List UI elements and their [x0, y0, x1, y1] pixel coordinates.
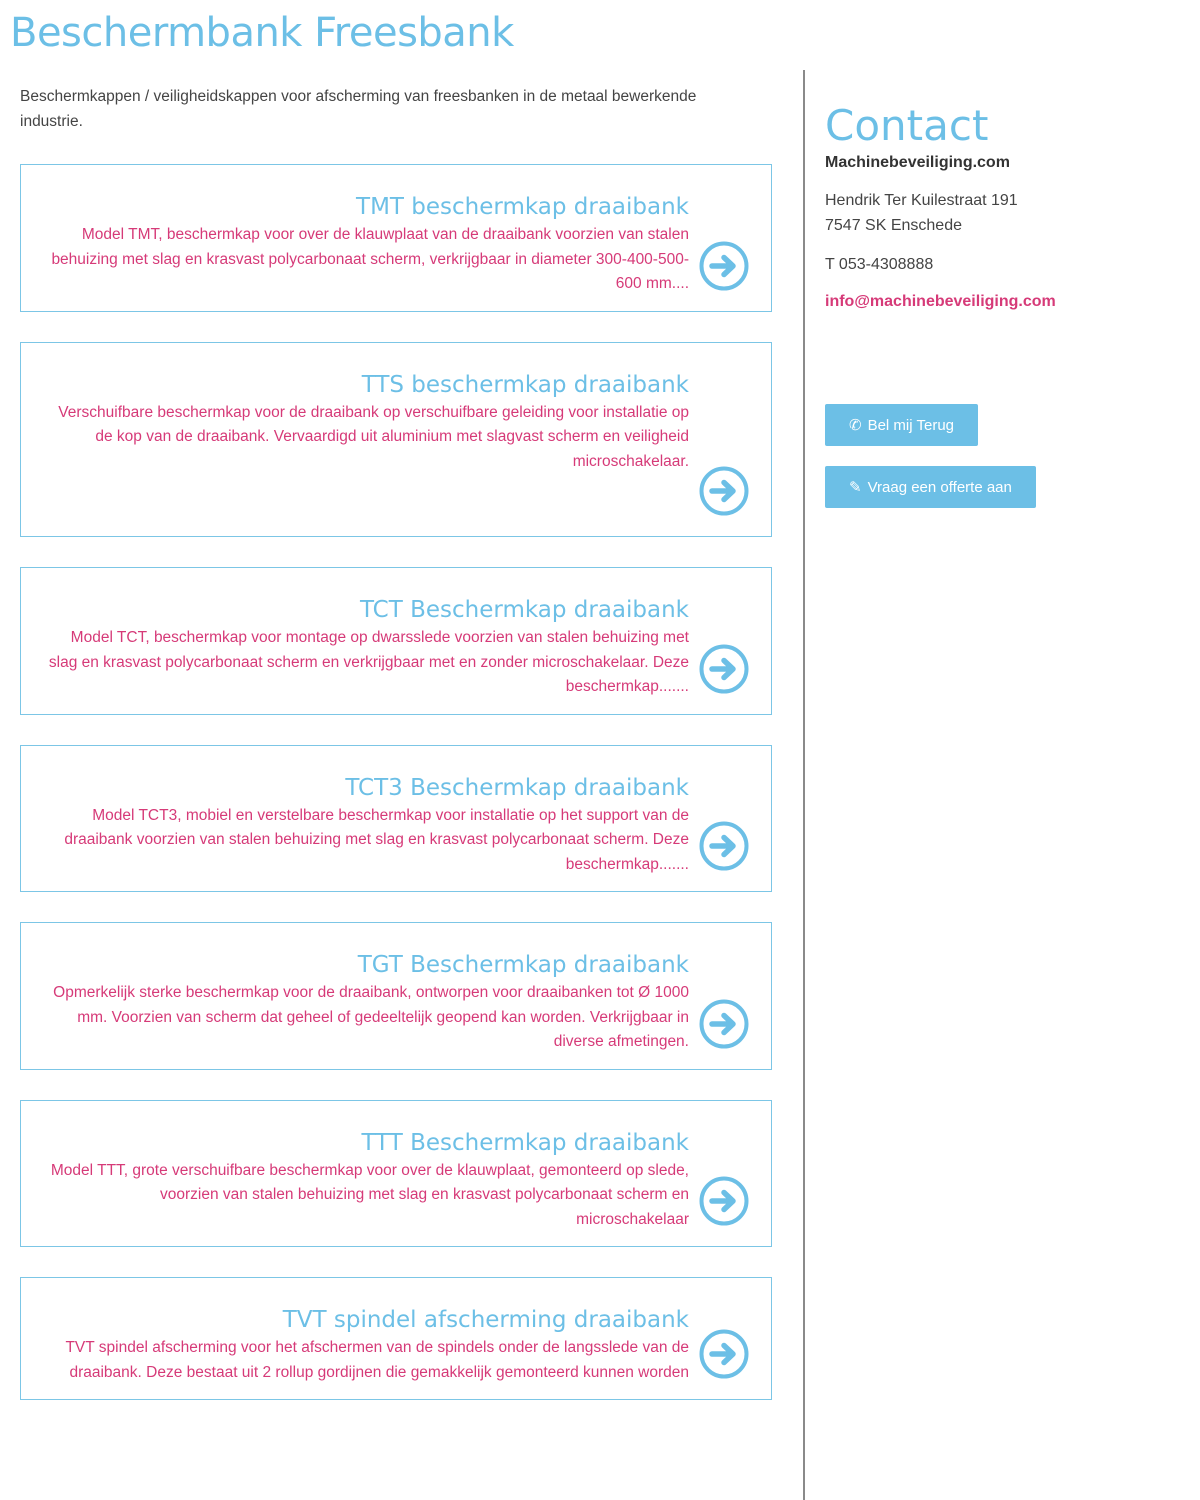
product-title[interactable]: TCT3 Beschermkap draaibank — [345, 774, 689, 801]
phone-icon: ✆ — [849, 416, 862, 434]
arrow-right-circle-icon[interactable] — [699, 821, 749, 871]
product-title[interactable]: TTS beschermkap draaibank — [361, 371, 689, 398]
arrow-right-circle-icon[interactable] — [699, 644, 749, 694]
address-street: Hendrik Ter Kuilestraat 191 — [825, 192, 1018, 209]
product-card-tct[interactable] — [20, 567, 772, 715]
product-card-tmt[interactable] — [20, 164, 772, 312]
request-quote-label: Vraag een offerte aan — [867, 478, 1012, 496]
product-description: TVT spindel afscherming voor het afschermen van de spindels onder de langsslede van de draaibank. Deze bestaat uit 2 rollup gordijnen die gemakkelijk gemonteerd kunnen worden — [65, 1339, 689, 1381]
product-description: Model TMT, beschermkap voor over de klauwplaat van de draaibank voorzien van stalen behuizing met slag en krasvast polycarbonaat scherm, verkrijgbaar in diameter 300-400-500-600 mm.... — [51, 226, 689, 292]
arrow-right-circle-icon[interactable] — [699, 999, 749, 1049]
product-card-ttt[interactable] — [20, 1100, 772, 1248]
product-title[interactable]: TCT Beschermkap draaibank — [359, 597, 689, 623]
product-list — [20, 84, 772, 1430]
contact-heading: Contact — [825, 101, 989, 150]
address-city: 7547 SK Enschede — [825, 217, 962, 234]
page-title: Beschermbank Freesbank — [10, 10, 514, 56]
request-quote-button[interactable] — [825, 466, 1036, 508]
product-title[interactable]: TVT spindel afscherming draaibank — [282, 1307, 689, 1333]
product-title[interactable]: TTT Beschermkap draaibank — [361, 1129, 689, 1156]
address — [825, 188, 1185, 238]
product-title[interactable]: TMT beschermkap draaibank — [356, 194, 689, 220]
product-description: Opmerkelijk sterke beschermkap voor de draaibank, ontworpen voor draaibanken tot Ø 1000 mm. Voorzien van scherm dat geheel of gedeeltelijk geopend kan worden. Verkrijgbaar in diverse afmetingen. — [53, 984, 689, 1050]
product-card-tct3[interactable] — [20, 745, 772, 893]
arrow-right-circle-icon[interactable] — [699, 241, 749, 291]
product-card-tvt[interactable] — [20, 1277, 772, 1400]
arrow-right-circle-icon[interactable] — [699, 1329, 749, 1379]
arrow-right-circle-icon[interactable] — [699, 466, 749, 516]
call-back-button[interactable] — [825, 404, 978, 446]
product-description: Model TCT3, mobiel en verstelbare beschermkap voor installatie op het support van de draaibank voorzien van stalen behuizing met slag en krasvast polycarbonaat scherm. Deze beschermkap....... — [64, 806, 689, 873]
phone-number: T 053-4308888 — [825, 256, 934, 273]
pen-icon: ✎ — [849, 478, 862, 496]
contact-sidebar — [825, 100, 1185, 496]
product-card-tgt[interactable] — [20, 922, 772, 1070]
product-description: Model TTT, grote verschuifbare beschermkap voor over de klauwplaat, gemonteerd op slede, voorzien van stalen behuizing met slag en krasvast polycarbonaat scherm en microschakelaar — [50, 1161, 689, 1228]
email-link[interactable]: info@machinebeveiliging.com — [825, 293, 1056, 310]
company-name: Machinebeveiliging.com — [825, 154, 1010, 171]
call-back-label: Bel mij Terug — [867, 416, 955, 434]
product-description: Model TCT, beschermkap voor montage op dwarsslede voorzien van stalen behuizing met slag en krasvast polycarbonaat scherm en verkrijgbaar met en zonder microschakelaar. Deze beschermkap....... — [48, 629, 689, 695]
arrow-right-circle-icon[interactable] — [699, 1176, 749, 1226]
vertical-divider — [803, 70, 805, 1500]
product-description: Verschuifbare beschermkap voor de draaibank op verschuifbare geleiding voor installatie op de kop van de draaibank. Vervaardigd uit aluminium met slagvast scherm en veiligheid microschakelaar. — [58, 403, 689, 470]
product-title[interactable]: TGT Beschermkap draaibank — [357, 952, 689, 978]
product-card-tts[interactable] — [20, 342, 772, 538]
intro-text: Beschermkappen / veiligheidskappen voor afscherming van freesbanken in de metaal bewerkende industrie. — [20, 88, 697, 130]
